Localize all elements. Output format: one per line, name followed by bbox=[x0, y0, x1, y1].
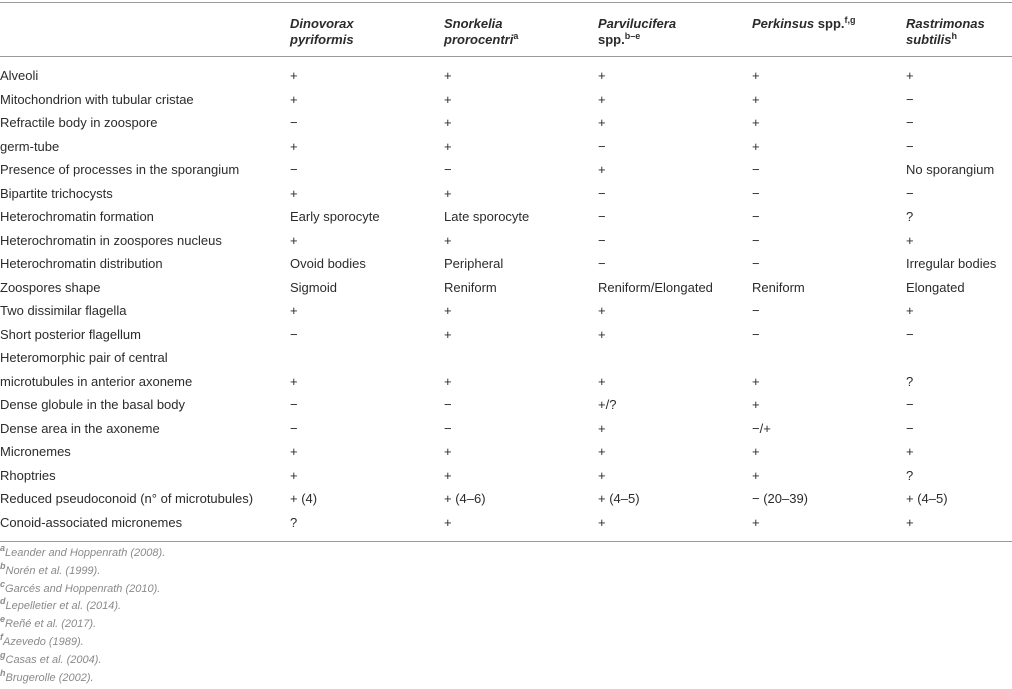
header-col5-sup: h bbox=[951, 31, 958, 41]
row-value-col2: Late sporocyte bbox=[444, 209, 530, 224]
row-label: Micronemes bbox=[0, 444, 71, 459]
header-col-dinovorax bbox=[290, 16, 354, 48]
row-value-col1: − bbox=[290, 420, 298, 436]
footnote bbox=[0, 543, 166, 560]
row-value-col3: − bbox=[598, 138, 606, 154]
row-value-col1: Ovoid bodies bbox=[290, 256, 366, 271]
bottom-rule bbox=[0, 541, 1012, 542]
row-value-col5: + bbox=[906, 514, 914, 530]
row-value-col2: Reniform bbox=[444, 279, 497, 295]
row-value-col5: − bbox=[906, 185, 914, 201]
header-col2-sup: a bbox=[513, 31, 519, 41]
header-col2-line2: prorocentri bbox=[444, 32, 514, 47]
row-value-col2: + bbox=[444, 514, 452, 530]
header-col3-sup: b–e bbox=[624, 31, 641, 41]
row-value-col3: + bbox=[598, 444, 606, 459]
row-value-col3: + bbox=[598, 303, 606, 318]
footnote-mark: b bbox=[0, 560, 6, 571]
footnote-text: Leander and Hoppenrath (2008). bbox=[5, 547, 166, 559]
row-value-col5: + bbox=[906, 303, 914, 318]
row-value-col2: + bbox=[444, 373, 452, 389]
row-value-col4: + bbox=[752, 467, 760, 483]
row-value-col4: − (20–39) bbox=[752, 491, 809, 506]
row-value-col1: − bbox=[290, 115, 298, 130]
row-value-col2: + (4–6) bbox=[444, 491, 486, 506]
header-col3-line2: spp. bbox=[598, 32, 625, 47]
row-value-col2: + bbox=[444, 115, 452, 130]
footnote-text: Brugerolle (2002). bbox=[5, 671, 94, 684]
row-value-col5: Irregular bodies bbox=[906, 256, 997, 271]
row-value-col5: Elongated bbox=[906, 279, 965, 295]
footnote-text: Lepelletier et al. (2014). bbox=[5, 600, 122, 613]
header-col3-line1: Parvilucifera bbox=[598, 16, 677, 31]
row-value-col1: + bbox=[290, 138, 298, 154]
row-value-col5: − bbox=[906, 115, 914, 130]
footnote-mark: d bbox=[0, 596, 6, 607]
row-value-col2: + bbox=[444, 232, 452, 248]
footnote bbox=[0, 649, 102, 667]
row-value-col5: + bbox=[906, 444, 914, 459]
row-value-col2: + bbox=[444, 185, 452, 201]
row-label: Heterochromatin formation bbox=[0, 209, 154, 224]
footnote-mark: f bbox=[0, 632, 3, 642]
row-value-col3: − bbox=[598, 185, 606, 201]
row-value-col1: − bbox=[290, 397, 298, 412]
row-value-col4: − bbox=[752, 185, 760, 201]
row-label: Dense area in the axoneme bbox=[0, 420, 160, 436]
row-value-col1: Sigmoid bbox=[290, 279, 337, 295]
footnote bbox=[0, 578, 161, 596]
header-col-snorkelia bbox=[444, 16, 518, 48]
row-value-col4: + bbox=[752, 138, 760, 154]
header-col2-line1: Snorkelia bbox=[444, 16, 503, 31]
footnote-mark: h bbox=[0, 667, 6, 678]
row-value-col2: Peripheral bbox=[444, 256, 504, 271]
row-value-col2: + bbox=[444, 444, 452, 459]
row-value-col5: ? bbox=[906, 467, 914, 483]
header-col1-line2: pyriformis bbox=[290, 32, 354, 47]
row-value-col3: + bbox=[598, 91, 606, 107]
row-value-col4: + bbox=[752, 91, 760, 107]
row-label: Zoospores shape bbox=[0, 279, 101, 295]
row-value-col3: + (4–5) bbox=[598, 491, 640, 506]
row-value-col5: No sporangium bbox=[906, 162, 995, 177]
footnote bbox=[0, 560, 101, 578]
footnote-mark: e bbox=[0, 614, 6, 625]
row-value-col4: + bbox=[752, 397, 760, 412]
header-col4-line1: Perkinsus bbox=[752, 16, 815, 31]
row-value-col3: + bbox=[598, 68, 606, 83]
row-value-col2: + bbox=[444, 91, 452, 107]
row-value-col4: − bbox=[752, 162, 760, 177]
row-label: Heteromorphic pair of central bbox=[0, 350, 168, 365]
row-value-col1: + bbox=[290, 303, 298, 318]
row-value-col3: Reniform/Elongated bbox=[598, 279, 713, 295]
row-label: Refractile body in zoospore bbox=[0, 115, 158, 130]
row-value-col1: + bbox=[290, 185, 298, 201]
row-value-col3: − bbox=[598, 209, 606, 224]
row-value-col1: Early sporocyte bbox=[290, 209, 380, 224]
footnote bbox=[0, 632, 84, 649]
row-value-col3: + bbox=[598, 162, 606, 177]
row-label: microtubules in anterior axoneme bbox=[0, 373, 193, 389]
header-col5-line1: Rastrimonas bbox=[906, 16, 985, 31]
row-value-col1: + bbox=[290, 91, 298, 107]
header-rule bbox=[0, 56, 1012, 57]
row-value-col3: − bbox=[598, 232, 606, 248]
footnote-text: Casas et al. (2004). bbox=[5, 653, 102, 666]
header-col-perkinsus bbox=[752, 16, 856, 32]
row-label: Short posterior flagellum bbox=[0, 326, 141, 342]
row-value-col4: − bbox=[752, 232, 760, 248]
row-label: Conoid-associated micronemes bbox=[0, 514, 183, 530]
row-value-col1: + bbox=[290, 467, 298, 483]
row-value-col3: +/? bbox=[598, 397, 617, 412]
row-value-col4: − bbox=[752, 326, 760, 342]
row-value-col5: + bbox=[906, 232, 914, 248]
row-value-col2: + bbox=[444, 467, 452, 483]
row-value-col4: + bbox=[752, 68, 760, 83]
row-value-col2: + bbox=[444, 303, 452, 318]
row-value-col5: − bbox=[906, 91, 914, 107]
row-value-col1: + bbox=[290, 444, 298, 459]
row-value-col1: + bbox=[290, 232, 298, 248]
row-value-col1: + bbox=[290, 373, 298, 389]
row-value-col3: + bbox=[598, 115, 606, 130]
header-col4-sup: f,g bbox=[844, 15, 856, 25]
row-value-col1: ? bbox=[290, 514, 298, 530]
row-label: germ-tube bbox=[0, 138, 60, 154]
row-value-col4: Reniform bbox=[752, 279, 805, 295]
row-value-col4: + bbox=[752, 115, 760, 130]
header-col4-line2: spp. bbox=[817, 16, 845, 31]
row-value-col4: − bbox=[752, 256, 760, 271]
row-value-col2: + bbox=[444, 68, 452, 83]
row-label: Presence of processes in the sporangium bbox=[0, 162, 240, 177]
row-value-col5: − bbox=[906, 326, 914, 342]
footnote bbox=[0, 667, 94, 685]
row-value-col3: + bbox=[598, 514, 606, 530]
footnote-text: Norén et al. (1999). bbox=[5, 564, 101, 577]
row-value-col3: + bbox=[598, 326, 606, 342]
row-value-col4: − bbox=[752, 303, 760, 318]
footnote bbox=[0, 596, 122, 613]
row-label: Reduced pseudoconoid (n° of microtubules) bbox=[0, 491, 254, 506]
row-value-col1: − bbox=[290, 162, 298, 177]
footnote-mark: g bbox=[0, 649, 6, 660]
row-value-col3: − bbox=[598, 256, 606, 271]
row-value-col3: + bbox=[598, 373, 606, 389]
row-label: Two dissimilar flagella bbox=[0, 303, 127, 318]
row-value-col2: − bbox=[444, 397, 452, 412]
row-label: Alveoli bbox=[0, 68, 39, 83]
row-value-col2: − bbox=[444, 162, 452, 177]
row-value-col1: − bbox=[290, 326, 298, 342]
row-value-col1: + bbox=[290, 68, 298, 83]
row-value-col3: + bbox=[598, 420, 606, 436]
row-value-col5: + bbox=[906, 68, 914, 83]
row-value-col4: + bbox=[752, 444, 760, 459]
row-value-col4: + bbox=[752, 373, 760, 389]
footnote-text: Azevedo (1989). bbox=[3, 636, 84, 648]
row-value-col5: ? bbox=[906, 209, 914, 224]
row-value-col4: − bbox=[752, 209, 760, 224]
footnote-text: Garcés and Hoppenrath (2010). bbox=[5, 582, 161, 595]
row-value-col5: − bbox=[906, 138, 914, 154]
footnote bbox=[0, 614, 97, 631]
footnote-mark: c bbox=[0, 578, 6, 589]
header-col-rastrimonas bbox=[906, 16, 985, 48]
row-label: Dense globule in the basal body bbox=[0, 397, 186, 412]
row-value-col1: + (4) bbox=[290, 491, 318, 506]
header-col-parvilucifera bbox=[598, 16, 676, 48]
row-value-col2: − bbox=[444, 420, 452, 436]
row-value-col2: + bbox=[444, 138, 452, 154]
top-rule bbox=[0, 2, 1012, 3]
footnote-mark: a bbox=[0, 543, 6, 553]
row-value-col5: + (4–5) bbox=[906, 491, 948, 506]
header-col5-line2: subtilis bbox=[906, 32, 952, 47]
row-value-col3: + bbox=[598, 467, 606, 483]
row-label: Heterochromatin distribution bbox=[0, 256, 163, 271]
row-value-col2: + bbox=[444, 326, 452, 342]
row-value-col4: + bbox=[752, 514, 760, 530]
row-label: Bipartite trichocysts bbox=[0, 185, 113, 201]
row-label: Rhoptries bbox=[0, 467, 56, 483]
row-label: Heterochromatin in zoospores nucleus bbox=[0, 232, 222, 248]
footnote-text: Reñé et al. (2017). bbox=[5, 618, 97, 631]
row-value-col5: ? bbox=[906, 373, 914, 389]
header-col1-line1: Dinovorax bbox=[290, 16, 354, 31]
row-label: Mitochondrion with tubular cristae bbox=[0, 91, 194, 107]
row-value-col5: − bbox=[906, 420, 914, 436]
row-value-col4: −/+ bbox=[752, 420, 771, 436]
row-value-col5: − bbox=[906, 397, 914, 412]
